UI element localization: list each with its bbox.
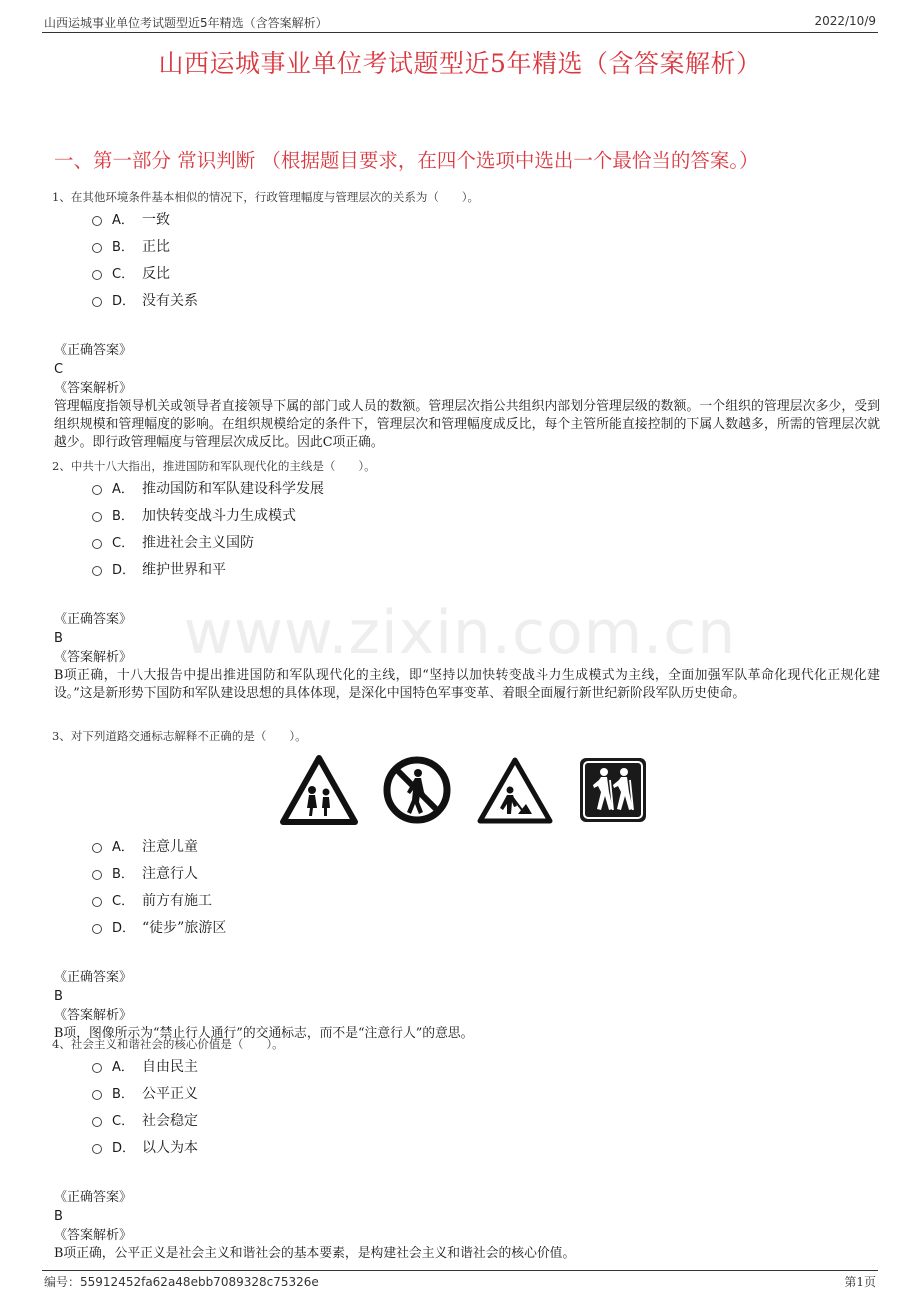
options-list bbox=[92, 1054, 880, 1162]
header-title: 山西运城事业单位考试题型近5年精选（含答案解析） bbox=[44, 16, 328, 30]
document-code: 编号：55912452fa62a48ebb7089328c75326e bbox=[44, 1275, 319, 1289]
radio-icon[interactable] bbox=[92, 539, 102, 549]
question-2 bbox=[52, 456, 880, 703]
answer-value: B bbox=[54, 1209, 63, 1224]
explanation-label: 《答案解析》 bbox=[54, 650, 133, 665]
option-a[interactable]: A． 一致 bbox=[92, 207, 880, 234]
answer-label: 《正确答案》 bbox=[54, 612, 133, 627]
answer-block bbox=[52, 341, 880, 452]
explanation-text: B项正确，公平正义是社会主义和谐社会的基本要素，是构建社会主义和谐社会的核心价值。 bbox=[54, 1246, 576, 1261]
option-d[interactable]: D． 维护世界和平 bbox=[92, 557, 880, 584]
options-list bbox=[92, 476, 880, 584]
radio-icon[interactable] bbox=[92, 870, 102, 880]
children-warning-sign-icon bbox=[280, 754, 358, 826]
radio-icon[interactable] bbox=[92, 1144, 102, 1154]
explanation-label: 《答案解析》 bbox=[54, 1008, 133, 1023]
radio-icon[interactable] bbox=[92, 566, 102, 576]
answer-block bbox=[52, 610, 880, 703]
answer-value: B bbox=[54, 631, 63, 646]
radio-icon[interactable] bbox=[92, 297, 102, 307]
watermark: www.zixin.com.cn bbox=[183, 598, 737, 668]
question-stem: 1、在其他环境条件基本相似的情况下，行政管理幅度与管理层次的关系为（ ）。 bbox=[52, 190, 480, 204]
radio-icon[interactable] bbox=[92, 897, 102, 907]
radio-icon[interactable] bbox=[92, 1063, 102, 1073]
explanation-label: 《答案解析》 bbox=[54, 381, 133, 396]
page-footer bbox=[42, 1270, 878, 1291]
options-list bbox=[92, 834, 880, 942]
radio-icon[interactable] bbox=[92, 270, 102, 280]
radio-icon[interactable] bbox=[92, 1117, 102, 1127]
option-a[interactable]: A． 自由民主 bbox=[92, 1054, 880, 1081]
option-c[interactable]: C． 反比 bbox=[92, 261, 880, 288]
explanation-text: 管理幅度指领导机关或领导者直接领导下属的部门或人员的数额。管理层次指公共组织内部划分管理层级的数额。一个组织的管理层次多少，受到组织规模和管理幅度的影响。在组织规模给定的条件下，管理层次和管理幅度成反比，每个主管所能直接控制的下属人数越多，所需的管理层次就越少。即行政管理幅度与管理层次成反比。因此C项正确。 bbox=[54, 399, 880, 450]
radio-icon[interactable] bbox=[92, 512, 102, 522]
radio-icon[interactable] bbox=[92, 485, 102, 495]
radio-icon[interactable] bbox=[92, 243, 102, 253]
answer-block bbox=[52, 1188, 880, 1263]
option-b[interactable]: B． 加快转变战斗力生成模式 bbox=[92, 503, 880, 530]
header-date: 2022/10/9 bbox=[814, 14, 876, 28]
page-number: 第1页 bbox=[844, 1275, 876, 1289]
hiking-area-sign-icon bbox=[574, 754, 652, 826]
answer-label: 《正确答案》 bbox=[54, 343, 133, 358]
radio-icon[interactable] bbox=[92, 1090, 102, 1100]
option-c[interactable]: C． 前方有施工 bbox=[92, 888, 880, 915]
radio-icon[interactable] bbox=[92, 216, 102, 226]
question-stem: 2、中共十八大指出，推进国防和军队现代化的主线是（ ）。 bbox=[52, 459, 376, 473]
question-4 bbox=[52, 1034, 880, 1263]
answer-value: B bbox=[54, 989, 63, 1004]
option-d[interactable]: D． 以人为本 bbox=[92, 1135, 880, 1162]
option-d[interactable]: D． 没有关系 bbox=[92, 288, 880, 315]
option-b[interactable]: B． 注意行人 bbox=[92, 861, 880, 888]
question-stem: 4、社会主义和谐社会的核心价值是（ ）。 bbox=[52, 1037, 284, 1051]
option-d[interactable]: D． “徒步”旅游区 bbox=[92, 915, 880, 942]
section-title: 一、第一部分 常识判断 （根据题目要求，在四个选项中选出一个最恰当的答案。） bbox=[54, 149, 759, 172]
explanation-text: B项正确，十八大报告中提出推进国防和军队现代化的主线，即“坚持以加快转变战斗力生成模式为主线，全面加强军队革命化现代化正规化建设。”这是新形势下国防和军队建设思想的具体体现，是深化中国特色军事变革、着眼全面履行新世纪新阶段军队历史使命。 bbox=[54, 668, 880, 701]
answer-label: 《正确答案》 bbox=[54, 970, 133, 985]
option-a[interactable]: A． 推动国防和军队建设科学发展 bbox=[92, 476, 880, 503]
radio-icon[interactable] bbox=[92, 924, 102, 934]
explanation-text: B项，图像所示为“禁止行人通行”的交通标志，而不是“注意行人”的意思。 bbox=[54, 1026, 474, 1041]
answer-block bbox=[52, 968, 880, 1043]
option-b[interactable]: B． 公平正义 bbox=[92, 1081, 880, 1108]
question-1 bbox=[52, 187, 880, 452]
traffic-signs bbox=[52, 754, 880, 826]
document-title: 山西运城事业单位考试题型近5年精选（含答案解析） bbox=[158, 49, 762, 78]
explanation-label: 《答案解析》 bbox=[54, 1228, 133, 1243]
page-header bbox=[42, 12, 878, 33]
answer-value: C bbox=[54, 362, 64, 377]
option-c[interactable]: C． 社会稳定 bbox=[92, 1108, 880, 1135]
no-pedestrians-sign-icon bbox=[378, 754, 456, 826]
option-b[interactable]: B． 正比 bbox=[92, 234, 880, 261]
roadwork-warning-sign-icon bbox=[476, 754, 554, 826]
option-a[interactable]: A． 注意儿童 bbox=[92, 834, 880, 861]
radio-icon[interactable] bbox=[92, 843, 102, 853]
options-list bbox=[92, 207, 880, 315]
question-stem: 3、对下列道路交通标志解释不正确的是（ ）。 bbox=[52, 729, 307, 743]
question-3 bbox=[52, 726, 880, 1043]
option-c[interactable]: C． 推进社会主义国防 bbox=[92, 530, 880, 557]
answer-label: 《正确答案》 bbox=[54, 1190, 133, 1205]
